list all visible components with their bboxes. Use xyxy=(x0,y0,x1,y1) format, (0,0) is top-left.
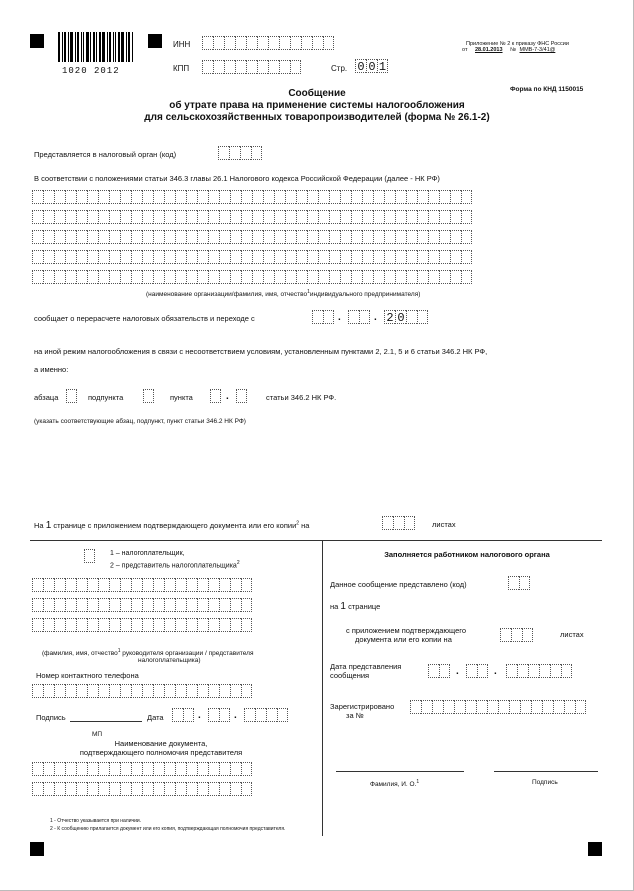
org-name-row-3[interactable] xyxy=(32,230,472,244)
officer-signature-caption: Подпись xyxy=(532,779,558,786)
paragraph-field[interactable] xyxy=(66,389,77,403)
doc-title-1: Наименование документа, xyxy=(114,739,208,748)
kpp-label: КПП xyxy=(173,64,190,73)
doc-title-2: подтверждающего полномочия представителя xyxy=(79,748,243,757)
signer-name-row-2[interactable] xyxy=(32,598,252,612)
org-name-caption: (наименование организации/фамилия, имя, отчество$^1$индивидуального предпринимателя) xyxy=(146,289,421,299)
signer-option-1: 1 – налогоплательщик, xyxy=(110,550,185,557)
form-page: 1020 2012 ИНН КПП Стр. 0 0 1 Приложение № 2 к приказу ФНС России от 28.01.2013 № ММВ-7-3/41@ Форма по КНД 1150015 Сообщение об утрате права на применение системы налогообложения для сельскохозяйственных товаропроизводителей (форма № 26.1-2) Представляется в налоговый орган (код) В соответствии с положениями статьи 346.3 главы 26.1 Налогового кодекса Российской Федерации (далее - НК РФ) (наименование организации/фамилия, имя, отчество$^1$индивидуального предпринимателя) сообщает о перерасчете налоговых обязательств и переходе с . . 2 0 на иной режим налогообложения в связи с несоответствием условиям, установленным пунктами 2, 2.1, 5 и 6 статьи 346.2 НК РФ, а именно: абзаца подпункта пункта . статьи 346.2 НК РФ. (указать соответствующие абзац, подпункт, пункт статьи 346.2 НК РФ) На 1 странице с приложением подтверждающего документа или его копии$^2$ на листах 1 – налогоплательщик, 2 – представитель налогоплательщика$^2$ (фамилия, имя, отчество$^1$ руководителя организации / представителя налогоплательщика) Номер контактного телефона Подпись Дата . . МП Наименование документа, подтверждающего полномочия представителя Заполняется работником налогового органа Данное сообщение представлено (код) на 1 странице с приложением подтверждающего документа или его копии на листах Дата представления сообщения . . Зарегистрировано за № Фамилия, И. О.$^1$ Подпись 1 - Отчество указывается при наличии. 2 - К сообщению прилагается документ или его копия, подтверждающая полномочия представителя. xyxy=(0,0,634,891)
form-title-line2: об утрате права на применение системы налогообложения xyxy=(169,100,465,111)
inn-label: ИНН xyxy=(173,40,191,49)
sign-date-year-field[interactable] xyxy=(244,708,288,722)
on-pages-line: на 1 странице xyxy=(330,601,381,612)
registered-label-2: за № xyxy=(346,711,364,720)
tax-officer-header: Заполняется работником налогового органа xyxy=(384,550,550,559)
sign-date-day-field[interactable] xyxy=(172,708,194,722)
sign-date-month-field[interactable] xyxy=(208,708,230,722)
signer-name-caption-2: налогоплательщика) xyxy=(138,657,201,664)
signer-option-2: 2 – представитель налогоплательщика$^2$ xyxy=(110,560,240,570)
signature-line[interactable] xyxy=(70,721,142,722)
sign-label: Подпись xyxy=(36,713,66,722)
corner-marker-bottom-left xyxy=(30,842,44,856)
corner-marker-bottom-right xyxy=(588,842,602,856)
attach-sheets-field[interactable] xyxy=(500,628,533,642)
signer-name-row-3[interactable] xyxy=(32,618,252,632)
barcode-number: 1020 2012 xyxy=(62,66,120,76)
org-name-row-4[interactable] xyxy=(32,250,472,264)
signer-name-caption: (фамилия, имя, отчество$^1$ руководителя организации / представителя xyxy=(42,648,254,658)
submit-date-month-field[interactable] xyxy=(466,664,488,678)
specify-caption: (указать соответствующие абзац, подпункт, пункт статьи 346.2 НК РФ) xyxy=(34,418,246,425)
section-separator xyxy=(30,540,602,541)
footnote-1: 1 - Отчество указывается при наличии. xyxy=(50,818,142,824)
page-number-field[interactable]: 0 0 1 xyxy=(355,59,388,73)
pages-line: На 1 странице с приложением подтверждающего документа или его копии$^2$ на xyxy=(34,520,310,531)
doc-name-row-2[interactable] xyxy=(32,782,252,796)
column-separator xyxy=(322,540,323,836)
paragraph-label: абзаца xyxy=(34,393,59,402)
submit-date-year-field[interactable] xyxy=(506,664,572,678)
submit-date-label-2: сообщения xyxy=(330,671,370,680)
org-name-row-2[interactable] xyxy=(32,210,472,224)
attach-line-2: документа или его копии на xyxy=(355,635,452,644)
phone-label: Номер контактного телефона xyxy=(36,671,139,680)
officer-signature-line[interactable] xyxy=(494,771,598,772)
page-label: Стр. xyxy=(331,64,348,73)
accordance-text: В соответствии с положениями статьи 346.3 главы 26.1 Налогового кодекса Российской Федерации (далее - НК РФ) xyxy=(34,174,440,183)
submit-date-day-field[interactable] xyxy=(428,664,450,678)
org-name-row-1[interactable] xyxy=(32,190,472,204)
doc-name-row-1[interactable] xyxy=(32,762,252,776)
phone-field[interactable] xyxy=(32,684,252,698)
transition-year-field[interactable]: 2 0 xyxy=(384,310,428,324)
article-label: статьи 346.2 НК РФ. xyxy=(266,393,337,402)
barcode-image xyxy=(58,32,140,62)
signer-name-row-1[interactable] xyxy=(32,578,252,592)
submit-date-label-1: Дата представления xyxy=(330,662,402,671)
inn-field[interactable] xyxy=(202,36,334,50)
point-field-a[interactable] xyxy=(210,389,221,403)
corner-marker-top-mid xyxy=(148,34,162,48)
form-title-line1: Сообщение xyxy=(288,88,346,99)
form-title-line3: для сельскохозяйственных товаропроизводителей (форма № 26.1-2) xyxy=(144,112,490,123)
attach-sheets-label: листах xyxy=(560,630,584,639)
appendix-line2: от 28.01.2013 № ММВ-7-3/41@ xyxy=(462,47,556,53)
stamp-place: МП xyxy=(92,731,103,738)
recalc-text: сообщает о перерасчете налоговых обязательств и переходе с xyxy=(34,314,255,323)
attach-line-1: с приложением подтверждающего xyxy=(346,626,467,635)
kpp-field[interactable] xyxy=(202,60,301,74)
submitted-code-label: Данное сообщение представлено (код) xyxy=(330,580,467,589)
transition-day-field[interactable] xyxy=(312,310,334,324)
transition-month-field[interactable] xyxy=(348,310,370,324)
subpoint-label: подпункта xyxy=(88,393,124,402)
footnote-2: 2 - К сообщению прилагается документ или его копия, подтверждающая полномочия представителя. xyxy=(50,826,286,832)
pages-count-field[interactable] xyxy=(382,516,415,530)
pages-sheets-label: листах xyxy=(432,520,456,529)
namely-text: а именно: xyxy=(34,365,69,374)
signer-type-field[interactable] xyxy=(84,549,95,563)
registration-number-field[interactable] xyxy=(410,700,586,714)
point-field-b[interactable] xyxy=(236,389,247,403)
subpoint-field[interactable] xyxy=(143,389,154,403)
submitted-code-field[interactable] xyxy=(508,576,530,590)
registered-label-1: Зарегистрировано xyxy=(330,702,395,711)
other-regime-text: на иной режим налогообложения в связи с несоответствием условиям, установленным пунктами 2, 2.1, 5 и 6 статьи 346.2 НК РФ, xyxy=(34,347,488,356)
tax-authority-label: Представляется в налоговый орган (код) xyxy=(34,150,177,159)
appendix-line1: Приложение № 2 к приказу ФНС России xyxy=(466,41,569,47)
officer-name-line[interactable] xyxy=(336,771,464,772)
officer-name-caption: Фамилия, И. О.$^1$ xyxy=(370,779,420,789)
knd-code: Форма по КНД 1150015 xyxy=(510,86,584,93)
tax-authority-code-field[interactable] xyxy=(218,146,262,160)
point-label: пункта xyxy=(170,393,193,402)
date-label: Дата xyxy=(147,713,164,722)
org-name-row-5[interactable] xyxy=(32,270,472,284)
corner-marker-top-left xyxy=(30,34,44,48)
